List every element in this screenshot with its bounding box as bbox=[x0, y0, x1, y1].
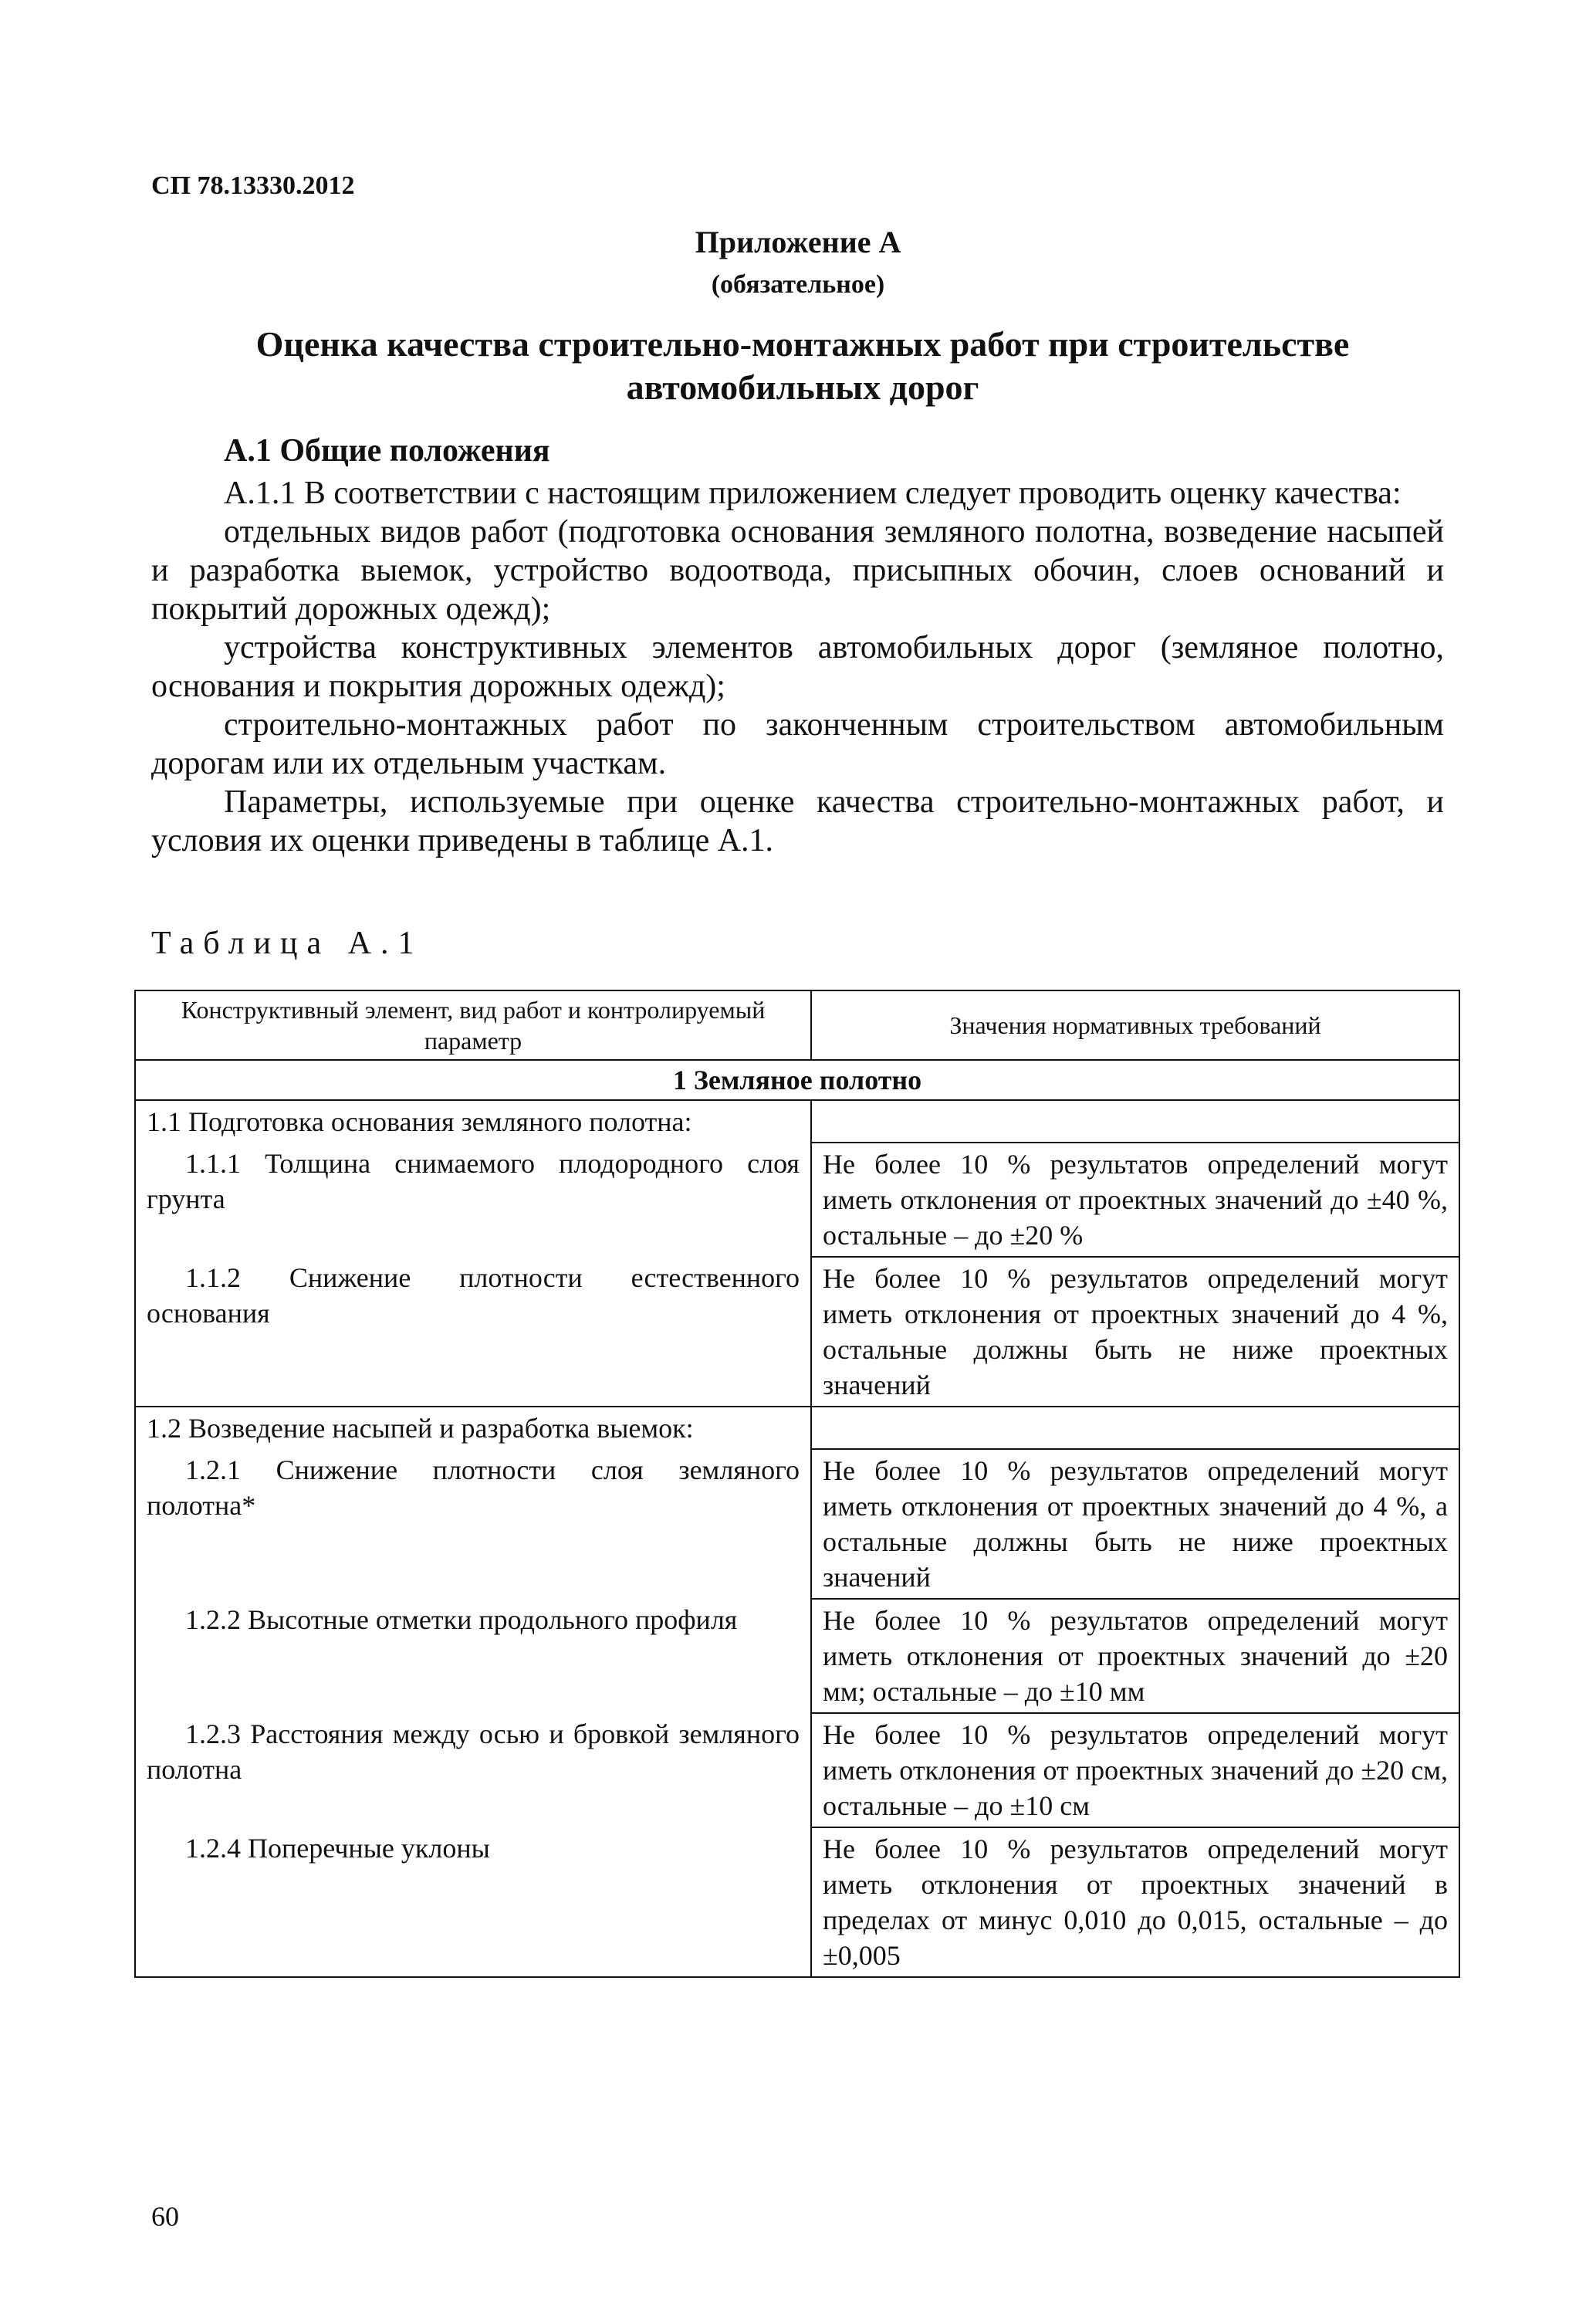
table-header-cell: Значения нормативных требований bbox=[811, 990, 1459, 1060]
param-cell bbox=[135, 1827, 811, 1977]
param-text: 1.2.1 Снижение плотности слоя земляного полотна* bbox=[147, 1454, 800, 1521]
param-cell bbox=[135, 1449, 811, 1599]
table-row bbox=[135, 1449, 1459, 1599]
table-section-title: 1 Земляное полотно bbox=[135, 1060, 1459, 1100]
table-header-row bbox=[135, 990, 1459, 1060]
group-empty-cell bbox=[811, 1407, 1459, 1449]
section-heading: А.1 Общие положения bbox=[224, 433, 550, 469]
main-title: Оценка качества строительно-монтажных работ при строительстве автомобильных дорог bbox=[255, 324, 1350, 407]
appendix-title: Приложение А bbox=[695, 225, 901, 259]
table-caption: Таблица А.1 bbox=[151, 926, 424, 961]
table-group-row bbox=[135, 1100, 1459, 1143]
table-row bbox=[135, 1257, 1459, 1407]
table-row bbox=[135, 1713, 1459, 1827]
param-cell bbox=[135, 1257, 811, 1407]
paragraph: Параметры, используемые при оценке качества строительно-монтажных работ, и условия их оценки приведены в таблице А.1. bbox=[151, 784, 1444, 858]
param-cell bbox=[135, 1143, 811, 1257]
param-text: 1.2.3 Расстояния между осью и бровкой земляного полотна bbox=[147, 1718, 800, 1785]
param-text: 1.1.2 Снижение плотности естественного основания bbox=[147, 1262, 800, 1329]
table-row bbox=[135, 1143, 1459, 1257]
paragraph: отдельных видов работ (подготовка основания земляного полотна, возведение насыпей и разработка выемок, устройство водоотвода, присыпных обочин, слоев оснований и покрытий дорожных одежд); bbox=[151, 514, 1444, 627]
requirement-cell: Не более 10 % результатов определений могут иметь отклонения от проектных значений до ±40 %, остальные – до ±20 % bbox=[811, 1143, 1459, 1257]
paragraph: устройства конструктивных элементов автомобильных дорог (земляное полотно, основания и покрытия дорожных одежд); bbox=[151, 630, 1444, 704]
group-title: 1.1 Подготовка основания земляного полотна: bbox=[135, 1100, 811, 1143]
group-title: 1.2 Возведение насыпей и разработка выемок: bbox=[135, 1407, 811, 1449]
requirement-cell: Не более 10 % результатов определений могут иметь отклонения от проектных значений до ±20 мм; остальные – до ±10 мм bbox=[811, 1599, 1459, 1713]
page-number: 60 bbox=[151, 2201, 179, 2232]
param-text: 1.2.2 Высотные отметки продольного профиля bbox=[185, 1604, 738, 1635]
body-text bbox=[151, 474, 1444, 860]
param-cell bbox=[135, 1599, 811, 1713]
table-row bbox=[135, 1827, 1459, 1977]
table-section-row bbox=[135, 1060, 1459, 1100]
table-group-row bbox=[135, 1407, 1459, 1449]
document-code: СП 78.13330.2012 bbox=[151, 171, 355, 200]
requirement-cell: Не более 10 % результатов определений могут иметь отклонения от проектных значений до 4 %, остальные должны быть не ниже проектных значений bbox=[811, 1257, 1459, 1407]
table-row bbox=[135, 1599, 1459, 1713]
group-empty-cell bbox=[811, 1100, 1459, 1143]
table-header-cell: Конструктивный элемент, вид работ и контролируемый параметр bbox=[135, 990, 811, 1060]
requirement-cell: Не более 10 % результатов определений могут иметь отклонения от проектных значений до 4 %, а остальные должны быть не ниже проектных значений bbox=[811, 1449, 1459, 1599]
requirements-table bbox=[134, 990, 1460, 1978]
param-cell bbox=[135, 1713, 811, 1827]
paragraph: А.1.1 В соответствии с настоящим приложением следует проводить оценку качества: bbox=[224, 476, 1402, 511]
requirement-cell: Не более 10 % результатов определений могут иметь отклонения от проектных значений до ±20 см, остальные – до ±10 см bbox=[811, 1713, 1459, 1827]
appendix-status: (обязательное) bbox=[711, 270, 885, 299]
param-text: 1.1.1 Толщина снимаемого плодородного слоя грунта bbox=[147, 1148, 800, 1214]
paragraph: строительно-монтажных работ по законченным строительством автомобильным дорогам или их отдельным участкам. bbox=[151, 707, 1444, 781]
requirement-cell: Не более 10 % результатов определений могут иметь отклонения от проектных значений в пределах от минус 0,010 до 0,015, остальные – до ±0,005 bbox=[811, 1827, 1459, 1977]
param-text: 1.2.4 Поперечные уклоны bbox=[185, 1833, 490, 1864]
